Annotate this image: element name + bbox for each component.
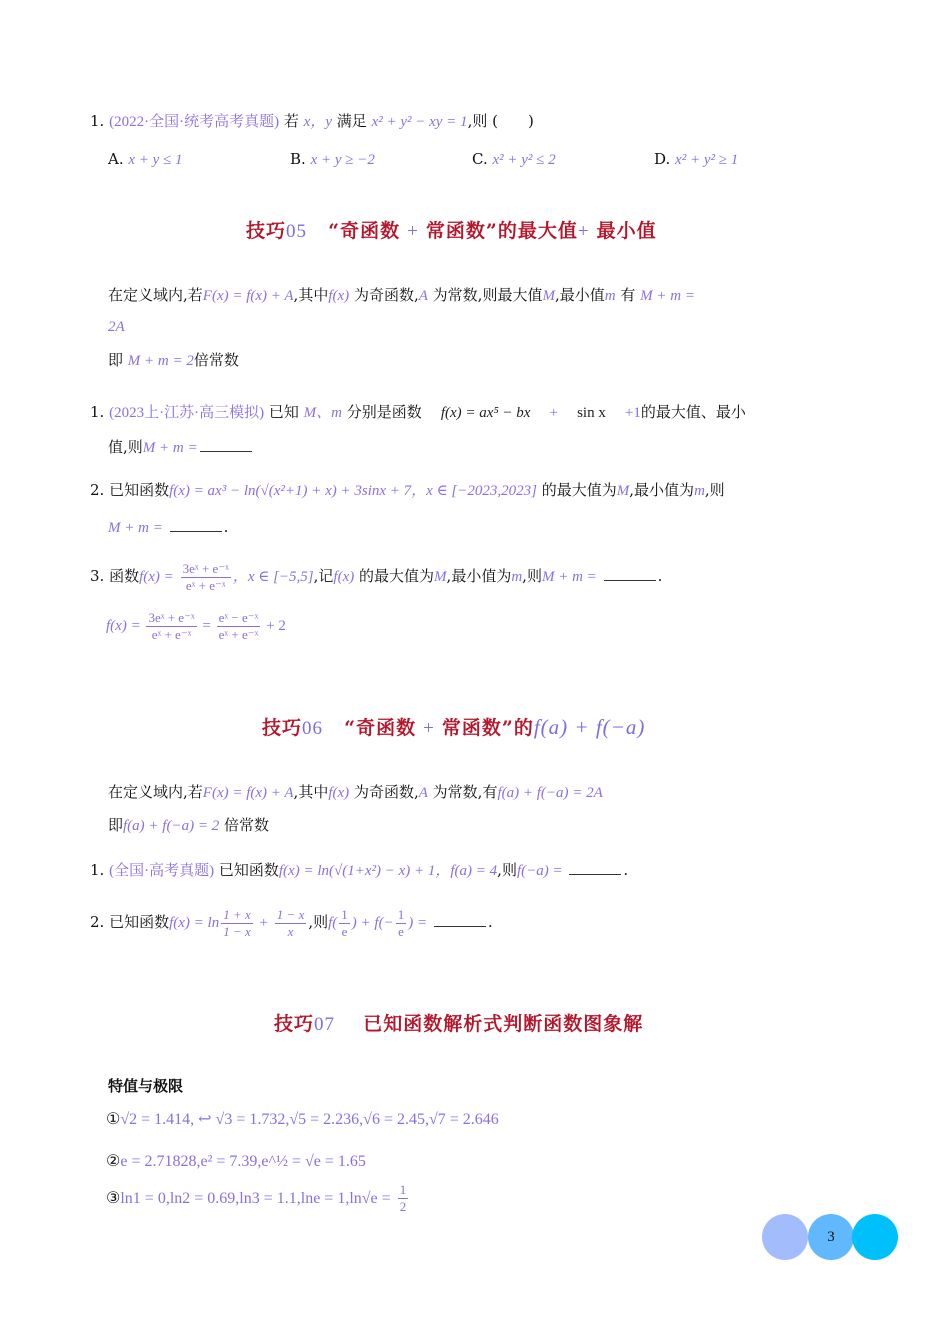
- circled-number-1: ①: [106, 1109, 121, 1128]
- formula-image: f(x) = ax⁵ − bx: [440, 405, 531, 421]
- page-decor-circle-right: [852, 1214, 898, 1260]
- special-value-item-2: ②e = 2.71828,e² = 7.39,e^½ = √e = 1.65: [106, 1151, 366, 1170]
- question-text: 满足: [336, 112, 367, 130]
- tip05-question-2: 2. 已知函数f(x) = ax³ − ln(√(x²+1) + x) + 3sinx + 7，x ∈ [−2023,2023] 的最大值为M,最小值为m,则: [90, 481, 725, 499]
- tip05-question-3-hint: f(x) = $\frac{\text{3eˣ + e⁻ˣ}}{\text{eˣ + e⁻ˣ}}$ = $\frac{\text{eˣ − e⁻ˣ}}{\text{eˣ + e⁻ˣ}}$ + 2: [106, 610, 286, 643]
- formula-image-sin: sin x: [577, 405, 606, 421]
- question-number: 1.: [90, 112, 105, 130]
- special-value-item-1: ①√2 = 1.414, ↩ √3 = 1.732,√5 = 2.236,√6 = 2.45,√7 = 2.646: [106, 1109, 499, 1128]
- page-decor-circle-left: [762, 1214, 808, 1260]
- option-d[interactable]: D. x² + y² ≥ 1: [654, 150, 739, 168]
- answer-blank[interactable]: [200, 437, 252, 452]
- circled-number-2: ②: [106, 1151, 121, 1170]
- answer-blank[interactable]: [170, 517, 222, 532]
- special-value-item-3: ③ln1 = 0,ln2 = 0.69,ln3 = 1.1,lne = 1,ln√e = $\frac{1}{2}$: [106, 1182, 407, 1214]
- tip05-desc-line2: 2A: [108, 319, 125, 335]
- option-a[interactable]: A. x + y ≤ 1: [108, 150, 183, 168]
- tip06-question-2: 2. 已知函数f(x) = ln $\frac{1 + x}{1 - x}$ + $\frac{1 - x}{x}$ ,则f( $\frac{1}{e}$ ) + f(− $\frac{1}{e}$ ) = .: [90, 906, 493, 939]
- tip07-subheading: 特值与极限: [108, 1077, 184, 1095]
- math-expression: x，y: [303, 114, 332, 130]
- page-number-badge: [808, 1214, 854, 1260]
- answer-blank[interactable]: [569, 860, 621, 875]
- tip06-heading: 技巧06 “奇函数 + 常函数”的f(a) + f(−a): [262, 715, 646, 739]
- tip07-heading: 技巧07 已知函数解析式判断函数图象解: [274, 1013, 644, 1035]
- tip05-desc-line1: 在定义域内,若F(x) = f(x) + A,其中f(x) 为奇函数,A 为常数,则最大值M,最小值m 有 M + m =: [108, 286, 695, 304]
- page-number: 3: [827, 1228, 835, 1245]
- math-expression: x² + y² − xy = 1: [371, 114, 468, 130]
- tip05-question-1: 1. (2023上·江苏·高三模拟) 已知 M、m 分别是函数 f(x) = ax⁵ − bx + sin x +1的最大值、最小: [90, 403, 746, 421]
- circled-number-3: ③: [106, 1188, 121, 1207]
- tip05-question-3: 3. 函数f(x) = $\frac{\text{3eˣ + e⁻ˣ}}{\text{eˣ + e⁻ˣ}}$ ，x ∈ [−5,5],记f(x) 的最大值为M,最小值为m,则M + m = .: [90, 560, 663, 593]
- tip06-question-1: 1. (全国·高考真题) 已知函数f(x) = ln(√(1+x²) − x) + 1，f(a) = 4,则f(−a) = .: [90, 861, 629, 879]
- tip05-desc-line3: 即 M + m = 2倍常数: [108, 351, 239, 369]
- option-c[interactable]: C. x² + y² ≤ 2: [472, 150, 556, 168]
- answer-blank[interactable]: [434, 912, 486, 927]
- tip05-question-1-line2: 值,则M + m =: [108, 436, 254, 459]
- fraction: $\frac{\text{3eˣ + e⁻ˣ}}{\text{eˣ + e⁻ˣ}}$: [182, 560, 229, 593]
- option-b[interactable]: B. x + y ≥ −2: [290, 150, 375, 168]
- tip06-desc-line1: 在定义域内,若F(x) = f(x) + A,其中f(x) 为奇函数,A 为常数,有f(a) + f(−a) = 2A: [108, 783, 603, 801]
- tip06-desc-line2: 即f(a) + f(−a) = 2 倍常数: [108, 816, 269, 834]
- tip05-heading: 技巧05 “奇函数 + 常函数”的最大值+ 最小值: [246, 220, 657, 242]
- question-text: 若: [283, 112, 299, 130]
- answer-paren: ( ): [492, 112, 534, 130]
- answer-blank[interactable]: [604, 566, 656, 581]
- question-source: (2022·全国·统考高考真题): [109, 114, 280, 130]
- question-prev-1: [90, 110, 534, 133]
- tip05-question-2-line2: M + m = .: [108, 518, 229, 536]
- question-text: ,则: [467, 112, 488, 130]
